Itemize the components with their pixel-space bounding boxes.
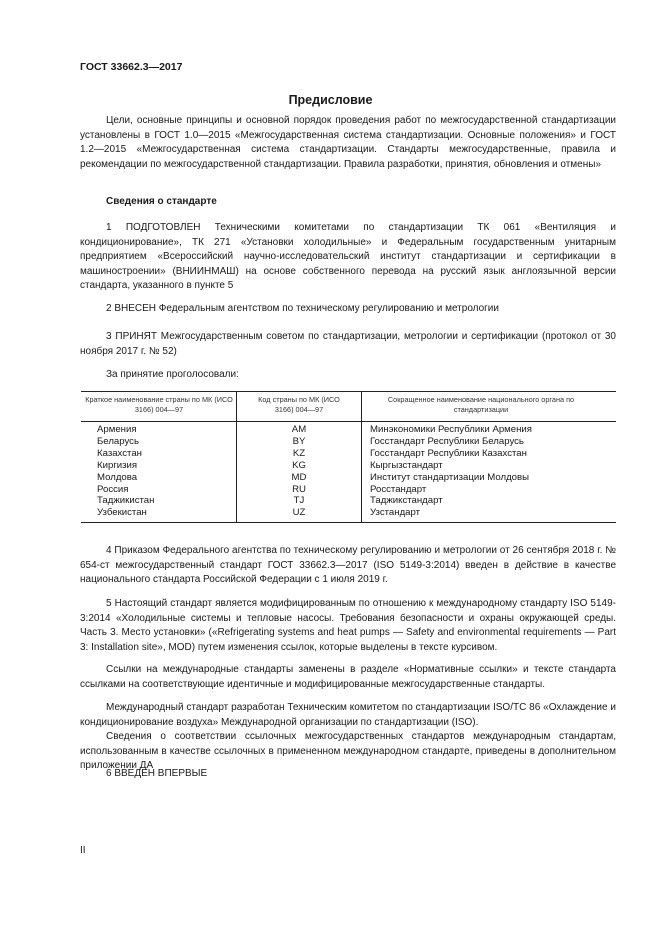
table-cell: Институт стандартизации Молдовы [370,471,529,483]
table-cell: Росстандарт [370,483,427,495]
table-column-body [370,424,532,519]
table-cell: Госстандарт Республики Беларусь [370,435,524,447]
table-cell: Госстандарт Республики Казахстан [370,447,527,459]
table-cell: Молдова [97,471,138,483]
table-cell: Таджикстандарт [370,495,443,507]
paragraph-5: 5 Настоящий стандарт является модифицированным по отношению к международному стандарту ISO 5149-3:2014 «Холодильные системы и тепловые насосы. Требования безопасности и охраны окружающей среды. Часть 3. Место установки» («Refrigerating systems and heat pumps — Safety and environmental requirements — Part 3: Installation site», MOD) путем изменения ссылок, которые выделены в тексте курсивом. [80,598,616,653]
votes-label: За принятие проголосовали: [106,369,239,380]
table-column-code [239,424,359,519]
table-cell: Казахстан [97,447,142,459]
paragraph-5-committee: Международный стандарт разработан Техническим комитетом по стандартизации ISO/TC 86 «Охлаждение и кондиционирование воздуха» Международной организации по стандартизации (ISO). [80,702,616,728]
table-header-country: Краткое наименование страны по МК (ИСО 3166) 004—97 [85,395,233,414]
table-cell: Армения [97,424,137,435]
table-cell: KG [292,459,306,471]
table-cell: UZ [292,507,306,519]
intro-paragraph: Цели, основные принципы и основной порядок проведения работ по межгосударственной стандартизации установлены в ГОСТ 1.0—2015 «Межгосударственная система стандартизации. Основные положения» и ГОСТ 1.2—2015 «Межгосударственная система стандартизации. Стандарты межгосударственные, правила и рекомендации по межгосударственной стандартизации. Правила разработки, принятия, обновления и отмены» [80,115,616,170]
table-cell: Киргизия [97,459,138,471]
page-number: II [80,845,86,856]
paragraph-6: 6 ВВЕДЕН ВПЕРВЫЕ [106,768,208,779]
table-cell: Узбекистан [97,507,147,519]
paragraph-2: 2 ВНЕСЕН Федеральным агентством по техническому регулированию и метрологии [106,303,499,314]
table-cell: Россия [97,483,129,495]
section-heading: Сведения о стандарте [106,196,217,207]
table-cell: MD [291,471,307,483]
table-cell: Минэкономики Республики Армения [370,424,532,435]
table-header-body: Сокращенное наименование национального органа по стандартизации [387,395,575,414]
paragraph-3: 3 ПРИНЯТ Межгосударственным советом по стандартизации, метрологии и сертификации (протокол от 30 ноября 2017 г. № 52) [80,331,616,357]
table-header-code: Код страны по МК (ИСО 3166) 004—97 [258,395,340,414]
table-cell: KZ [292,447,306,459]
table-cell: Узстандарт [370,507,421,519]
voting-table [81,391,616,523]
paragraph-5-references: Ссылки на международные стандарты заменены в разделе «Нормативные ссылки» и тексте стандарта ссылками на соответствующие идентичные и модифицированные межгосударственные стандарты. [80,664,616,690]
table-column-country [97,424,154,519]
table-cell: BY [292,435,306,447]
paragraph-5-annex: Сведения о соответствии ссылочных межгосударственных стандартов международным стандартам, использованным в качестве ссылочных в примененном международном стандарте, приведены в дополнительном приложении ДА [80,731,616,772]
table-cell: AM [291,424,307,435]
document-code: ГОСТ 33662.3—2017 [80,61,183,73]
table-cell: TJ [293,495,305,507]
table-cell: Таджикистан [97,495,155,507]
paragraph-4: 4 Приказом Федерального агентства по техническому регулированию и метрологии от 26 сентября 2018 г. № 654-ст межгосударственный стандарт ГОСТ 33662.3—2017 (ISO 5149-3:2014) введен в действие в качестве национального стандарта Российской Федерации с 1 июля 2019 г. [80,545,616,586]
table-cell: Кыргызстандарт [370,459,443,471]
page-title: Предисловие [288,93,373,107]
table-cell: Беларусь [97,435,139,447]
paragraph-1: 1 ПОДГОТОВЛЕН Техническими комитетами по стандартизации ТК 061 «Вентиляция и кондиционирование», ТК 271 «Установки холодильные» и Федеральным государственным унитарным предприятием «Всероссийский научно-исследовательский институт стандартизации и сертификации в машиностроении» (ВНИИНМАШ) на основе собственного перевода на русский язык англоязычной версии стандарта, указанного в пункте 5 [80,222,616,292]
table-cell: RU [292,483,306,495]
